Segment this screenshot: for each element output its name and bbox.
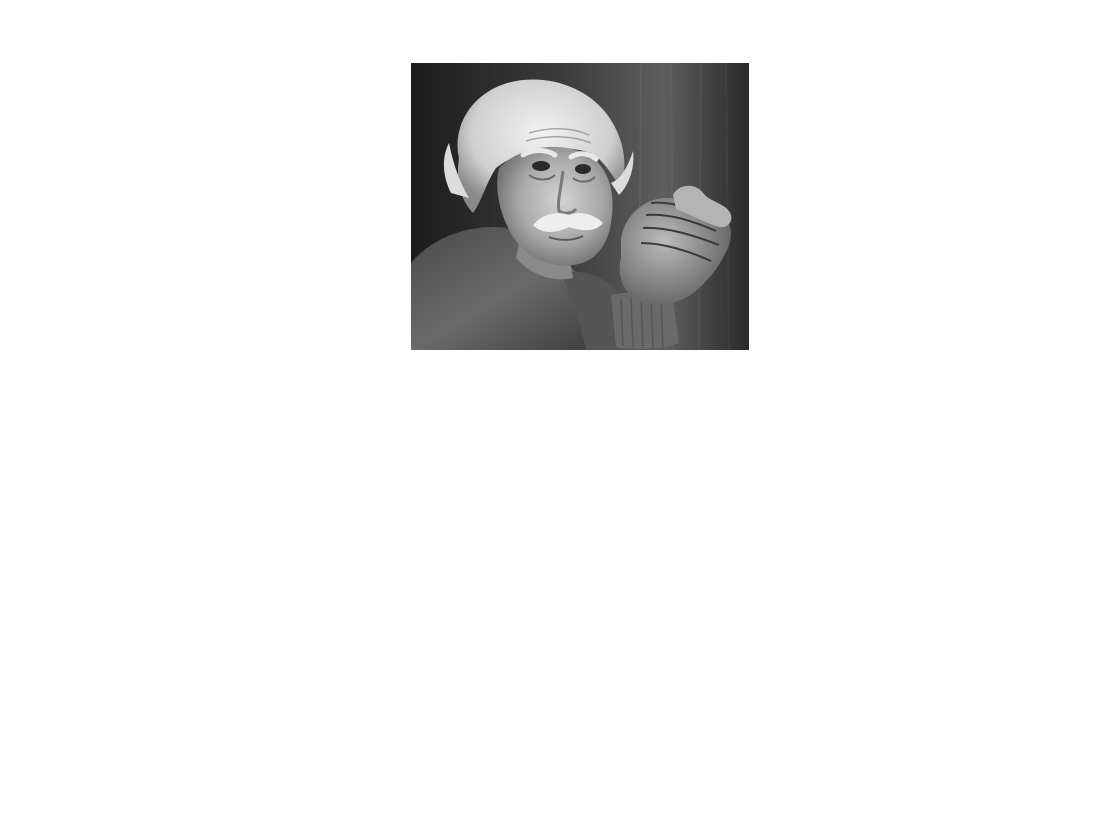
right-eye [575, 164, 591, 174]
portrait-photo [411, 63, 749, 350]
portrait-image [411, 63, 749, 350]
left-eye [532, 161, 550, 171]
